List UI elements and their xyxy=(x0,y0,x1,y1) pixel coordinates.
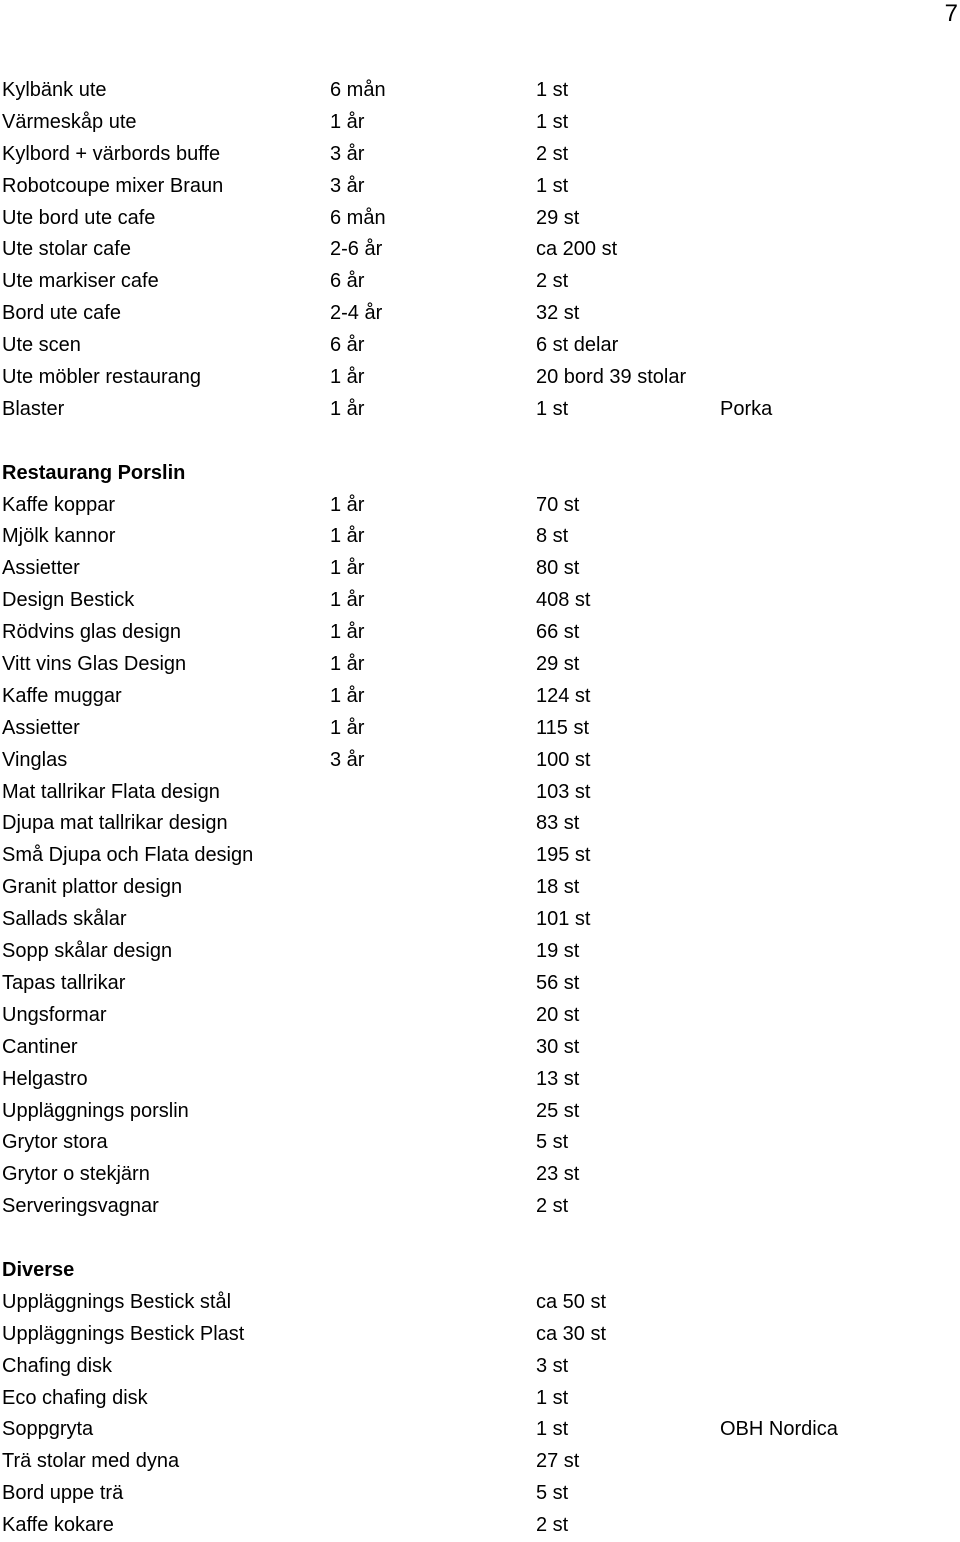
item-name: Kylbänk ute xyxy=(2,79,107,101)
inventory-row xyxy=(2,1064,952,1096)
inventory-row xyxy=(2,713,952,745)
item-quantity: 80 st xyxy=(536,557,580,580)
inventory-row xyxy=(2,649,952,681)
item-quantity: 32 st xyxy=(536,302,580,325)
item-quantity: 5 st xyxy=(536,1482,569,1505)
item-quantity: 408 st xyxy=(536,589,591,612)
inventory-row xyxy=(2,1351,952,1383)
item-name: Assietter xyxy=(2,557,80,580)
item-name: Ute markiser cafe xyxy=(2,270,159,293)
item-age: 1 år xyxy=(330,557,365,580)
section-heading-text: Restaurang Porslin xyxy=(2,461,186,484)
item-name: Bord ute cafe xyxy=(2,302,121,325)
item-name: Tapas tallrikar xyxy=(2,971,126,994)
item-age: 1 år xyxy=(330,493,365,516)
item-quantity: 1 st xyxy=(536,1386,569,1409)
section-heading-text: Diverse xyxy=(2,1258,75,1281)
inventory-row xyxy=(2,298,952,330)
item-quantity: ca 50 st xyxy=(536,1290,607,1313)
inventory-row xyxy=(2,107,952,139)
inventory-row xyxy=(2,234,952,266)
item-quantity: 3 st xyxy=(536,1354,569,1377)
item-age: 3 år xyxy=(330,174,365,197)
item-name: Sallads skålar xyxy=(2,908,127,931)
inventory-document xyxy=(2,75,952,1542)
item-age: 1 år xyxy=(330,653,365,676)
inventory-row xyxy=(2,330,952,362)
item-quantity: 29 st xyxy=(536,206,580,229)
section-heading xyxy=(2,1255,952,1287)
inventory-row xyxy=(2,1414,952,1446)
item-quantity: 25 st xyxy=(536,1099,580,1122)
inventory-row xyxy=(2,968,952,1000)
item-quantity: 13 st xyxy=(536,1067,580,1090)
item-quantity: 30 st xyxy=(536,1035,580,1058)
item-quantity: 103 st xyxy=(536,780,591,803)
inventory-row xyxy=(2,745,952,777)
item-quantity: 83 st xyxy=(536,812,580,835)
inventory-row xyxy=(2,585,952,617)
item-quantity: 2 st xyxy=(536,142,569,165)
inventory-row xyxy=(2,1032,952,1064)
item-name: Mat tallrikar Flata design xyxy=(2,780,220,803)
item-quantity: 2 st xyxy=(536,1514,569,1537)
item-age: 1 år xyxy=(330,589,365,612)
item-age: 2-4 år xyxy=(330,302,383,325)
item-name: Kaffe muggar xyxy=(2,684,122,707)
inventory-row xyxy=(2,203,952,235)
inventory-row xyxy=(2,808,952,840)
item-quantity: ca 200 st xyxy=(536,238,618,261)
item-name: Design Bestick xyxy=(2,589,135,612)
item-name: Eco chafing disk xyxy=(2,1386,148,1409)
item-quantity: 2 st xyxy=(536,1195,569,1218)
item-name: Chafing disk xyxy=(2,1354,113,1377)
inventory-row xyxy=(2,362,952,394)
item-age: 3 år xyxy=(330,748,365,771)
item-name: Värmeskåp ute xyxy=(2,110,137,133)
item-name: Trä stolar med dyna xyxy=(2,1450,180,1473)
inventory-row xyxy=(2,840,952,872)
inventory-row xyxy=(2,681,952,713)
section-outdoor-equipment xyxy=(2,75,952,426)
item-name: Uppläggnings porslin xyxy=(2,1099,189,1122)
item-age: 2-6 år xyxy=(330,238,383,261)
inventory-row xyxy=(2,936,952,968)
item-name: Cantiner xyxy=(2,1035,78,1058)
item-quantity: 124 st xyxy=(536,684,591,707)
item-quantity: 1 st xyxy=(536,174,569,197)
item-quantity: 29 st xyxy=(536,653,580,676)
item-age: 1 år xyxy=(330,621,365,644)
item-quantity: ca 30 st xyxy=(536,1322,607,1345)
item-name: Kaffe kokare xyxy=(2,1514,114,1537)
section-restaurant-porcelain xyxy=(2,490,952,1223)
inventory-row xyxy=(2,521,952,553)
item-name: Assietter xyxy=(2,716,80,739)
inventory-row xyxy=(2,553,952,585)
item-name: Sopp skålar design xyxy=(2,940,173,963)
item-age: 1 år xyxy=(330,366,365,389)
item-quantity: 2 st xyxy=(536,270,569,293)
inventory-row xyxy=(2,1000,952,1032)
item-quantity: 19 st xyxy=(536,940,580,963)
item-name: Ungsformar xyxy=(2,1003,107,1026)
inventory-row xyxy=(2,617,952,649)
item-quantity: 100 st xyxy=(536,748,591,771)
item-name: Grytor stora xyxy=(2,1131,108,1154)
item-name: Uppläggnings Bestick Plast xyxy=(2,1322,245,1345)
section-gap xyxy=(2,1223,952,1255)
item-quantity: 195 st xyxy=(536,844,591,867)
item-quantity: 6 st delar xyxy=(536,334,619,357)
item-name: Helgastro xyxy=(2,1067,88,1090)
inventory-row xyxy=(2,904,952,936)
item-age: 6 mån xyxy=(330,79,386,101)
section-heading xyxy=(2,458,952,490)
inventory-row xyxy=(2,1287,952,1319)
inventory-row xyxy=(2,171,952,203)
item-quantity: 1 st xyxy=(536,79,569,101)
inventory-row xyxy=(2,490,952,522)
inventory-row xyxy=(2,872,952,904)
item-note: Porka xyxy=(720,397,773,420)
item-age: 1 år xyxy=(330,397,365,420)
item-name: Djupa mat tallrikar design xyxy=(2,812,228,835)
item-quantity: 56 st xyxy=(536,971,580,994)
item-quantity: 27 st xyxy=(536,1450,580,1473)
item-name: Uppläggnings Bestick stål xyxy=(2,1290,232,1313)
page-number: 7 xyxy=(944,0,958,27)
item-name: Rödvins glas design xyxy=(2,621,181,644)
item-name: Små Djupa och Flata design xyxy=(2,844,254,867)
item-name: Kaffe koppar xyxy=(2,493,116,516)
item-quantity: 70 st xyxy=(536,493,580,516)
item-name: Bord uppe trä xyxy=(2,1482,124,1505)
item-quantity: 18 st xyxy=(536,876,580,899)
item-quantity: 23 st xyxy=(536,1163,580,1186)
item-age: 6 år xyxy=(330,270,365,293)
item-quantity: 115 st xyxy=(536,716,589,739)
item-quantity: 66 st xyxy=(536,621,580,644)
inventory-row xyxy=(2,1096,952,1128)
inventory-row xyxy=(2,1383,952,1415)
inventory-row xyxy=(2,1159,952,1191)
inventory-row xyxy=(2,1191,952,1223)
item-age: 3 år xyxy=(330,142,365,165)
item-age: 1 år xyxy=(330,684,365,707)
item-quantity: 8 st xyxy=(536,525,569,548)
inventory-row xyxy=(2,1127,952,1159)
inventory-row xyxy=(2,777,952,809)
item-quantity: 1 st xyxy=(536,110,569,133)
item-age: 1 år xyxy=(330,525,365,548)
item-note: OBH Nordica xyxy=(720,1418,838,1441)
item-quantity: 5 st xyxy=(536,1131,569,1154)
inventory-row xyxy=(2,139,952,171)
item-name: Ute möbler restaurang xyxy=(2,366,201,389)
item-age: 6 mån xyxy=(330,206,386,229)
item-name: Ute stolar cafe xyxy=(2,238,131,261)
item-name: Grytor o stekjärn xyxy=(2,1163,150,1186)
item-age: 1 år xyxy=(330,716,365,739)
section-gap xyxy=(2,426,952,458)
inventory-row xyxy=(2,266,952,298)
inventory-row xyxy=(2,1446,952,1478)
item-name: Vitt vins Glas Design xyxy=(2,653,187,676)
item-quantity: 101 st xyxy=(536,908,591,931)
item-name: Granit plattor design xyxy=(2,876,183,899)
item-name: Robotcoupe mixer Braun xyxy=(2,174,224,197)
item-quantity: 20 st xyxy=(536,1003,580,1026)
inventory-row xyxy=(2,1319,952,1351)
item-name: Ute scen xyxy=(2,334,81,357)
item-name: Kylbord + värbords buffe xyxy=(2,142,221,165)
item-name: Ute bord ute cafe xyxy=(2,206,156,229)
item-name: Serveringsvagnar xyxy=(2,1195,159,1218)
section-miscellaneous xyxy=(2,1287,952,1542)
inventory-row xyxy=(2,75,952,107)
item-name: Mjölk kannor xyxy=(2,525,116,548)
inventory-row xyxy=(2,1478,952,1510)
item-quantity: 1 st xyxy=(536,1418,569,1441)
inventory-row xyxy=(2,394,952,426)
item-name: Blaster xyxy=(2,397,65,420)
item-name: Vinglas xyxy=(2,748,68,771)
item-age: 1 år xyxy=(330,110,365,133)
item-quantity: 20 bord 39 stolar xyxy=(536,366,687,389)
item-quantity: 1 st xyxy=(536,397,569,420)
item-name: Soppgryta xyxy=(2,1418,94,1441)
inventory-row xyxy=(2,1510,952,1542)
item-age: 6 år xyxy=(330,334,365,357)
